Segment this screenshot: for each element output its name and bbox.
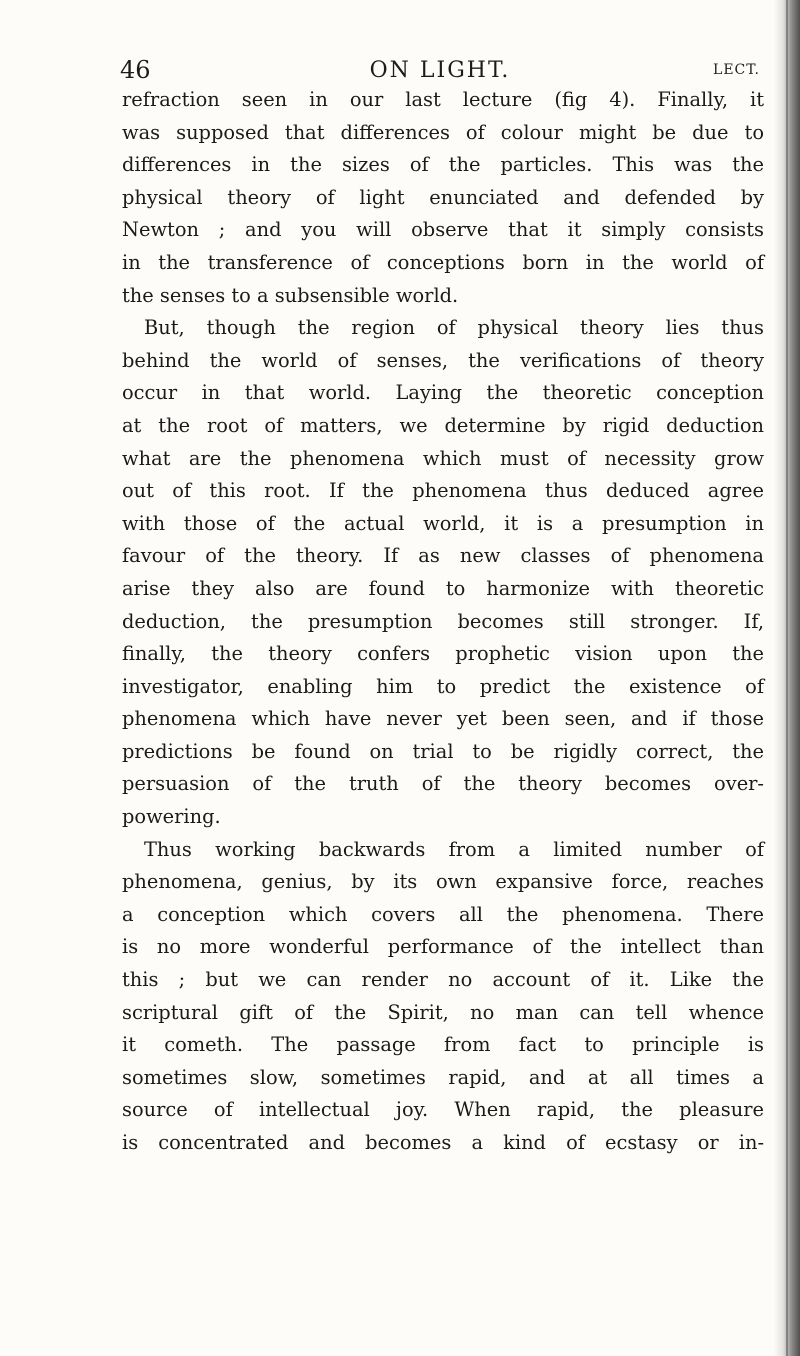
page-edge-line [786, 0, 788, 1356]
text-line: at the root of matters, we determine by rigid deduction [122, 413, 764, 437]
running-title: ON LIGHT. [369, 58, 511, 83]
text-line: this ; but we can render no account of it. Like the [122, 968, 764, 992]
text-line: a conception which covers all the phenomena. There [122, 902, 764, 926]
text-line: finally, the theory confers prophetic vision upon the [122, 642, 764, 666]
running-head [120, 56, 760, 86]
text-line: source of intellectual joy. When rapid, the pleasure [122, 1098, 764, 1122]
page-number: 46 [120, 56, 151, 84]
text-line: arise they also are found to harmonize with theoretic [122, 576, 764, 600]
text-line: behind the world of senses, the verifications of theory [122, 348, 764, 372]
text-line: is no more wonderful performance of the intellect than [122, 935, 764, 959]
text-line: scriptural gift of the Spirit, no man can tell whence [122, 1000, 764, 1024]
text-line: sometimes slow, sometimes rapid, and at all times a [122, 1065, 764, 1089]
text-line: occur in that world. Laying the theoretic conception [122, 381, 764, 405]
text-line: in the transference of conceptions born in the world of [122, 250, 764, 274]
text-line: refraction seen in our last lecture (fig 4). Finally, it [122, 88, 764, 111]
text-line: powering. [122, 805, 221, 829]
text-line: what are the phenomena which must of necessity grow [122, 446, 764, 470]
text-line: is concentrated and becomes a kind of ecstasy or in- [122, 1131, 764, 1154]
text-line: Thus working backwards from a limited number of [144, 837, 764, 861]
text-line: phenomena, genius, by its own expansive force, reaches [122, 870, 764, 894]
text-line: But, though the region of physical theory lies thus [144, 316, 764, 340]
text-line: investigator, enabling him to predict the existence of [122, 674, 764, 698]
text-line: deduction, the presumption becomes still stronger. If, [122, 609, 764, 633]
text-line: favour of the theory. If as new classes of phenomena [122, 544, 764, 568]
text-line: Newton ; and you will observe that it simply consists [122, 218, 764, 242]
text-line: was supposed that differences of colour might be due to [122, 120, 764, 144]
text-line: the senses to a subsensible world. [122, 283, 459, 307]
text-line: with those of the actual world, it is a presumption in [122, 511, 764, 535]
text-line: differences in the sizes of the particles. This was the [122, 153, 764, 177]
text-line: it cometh. The passage from fact to principle is [122, 1033, 764, 1057]
text-line: predictions be found on trial to be rigidly correct, the [122, 739, 764, 763]
text-line: physical theory of light enunciated and defended by [122, 185, 764, 209]
body-text [122, 84, 764, 1160]
text-line: phenomena which have never yet been seen, and if those [122, 707, 764, 731]
text-line: out of this root. If the phenomena thus deduced agree [122, 479, 764, 503]
text-line: persuasion of the truth of the theory becomes over- [122, 772, 764, 796]
section-marker: LECT. [713, 62, 760, 78]
